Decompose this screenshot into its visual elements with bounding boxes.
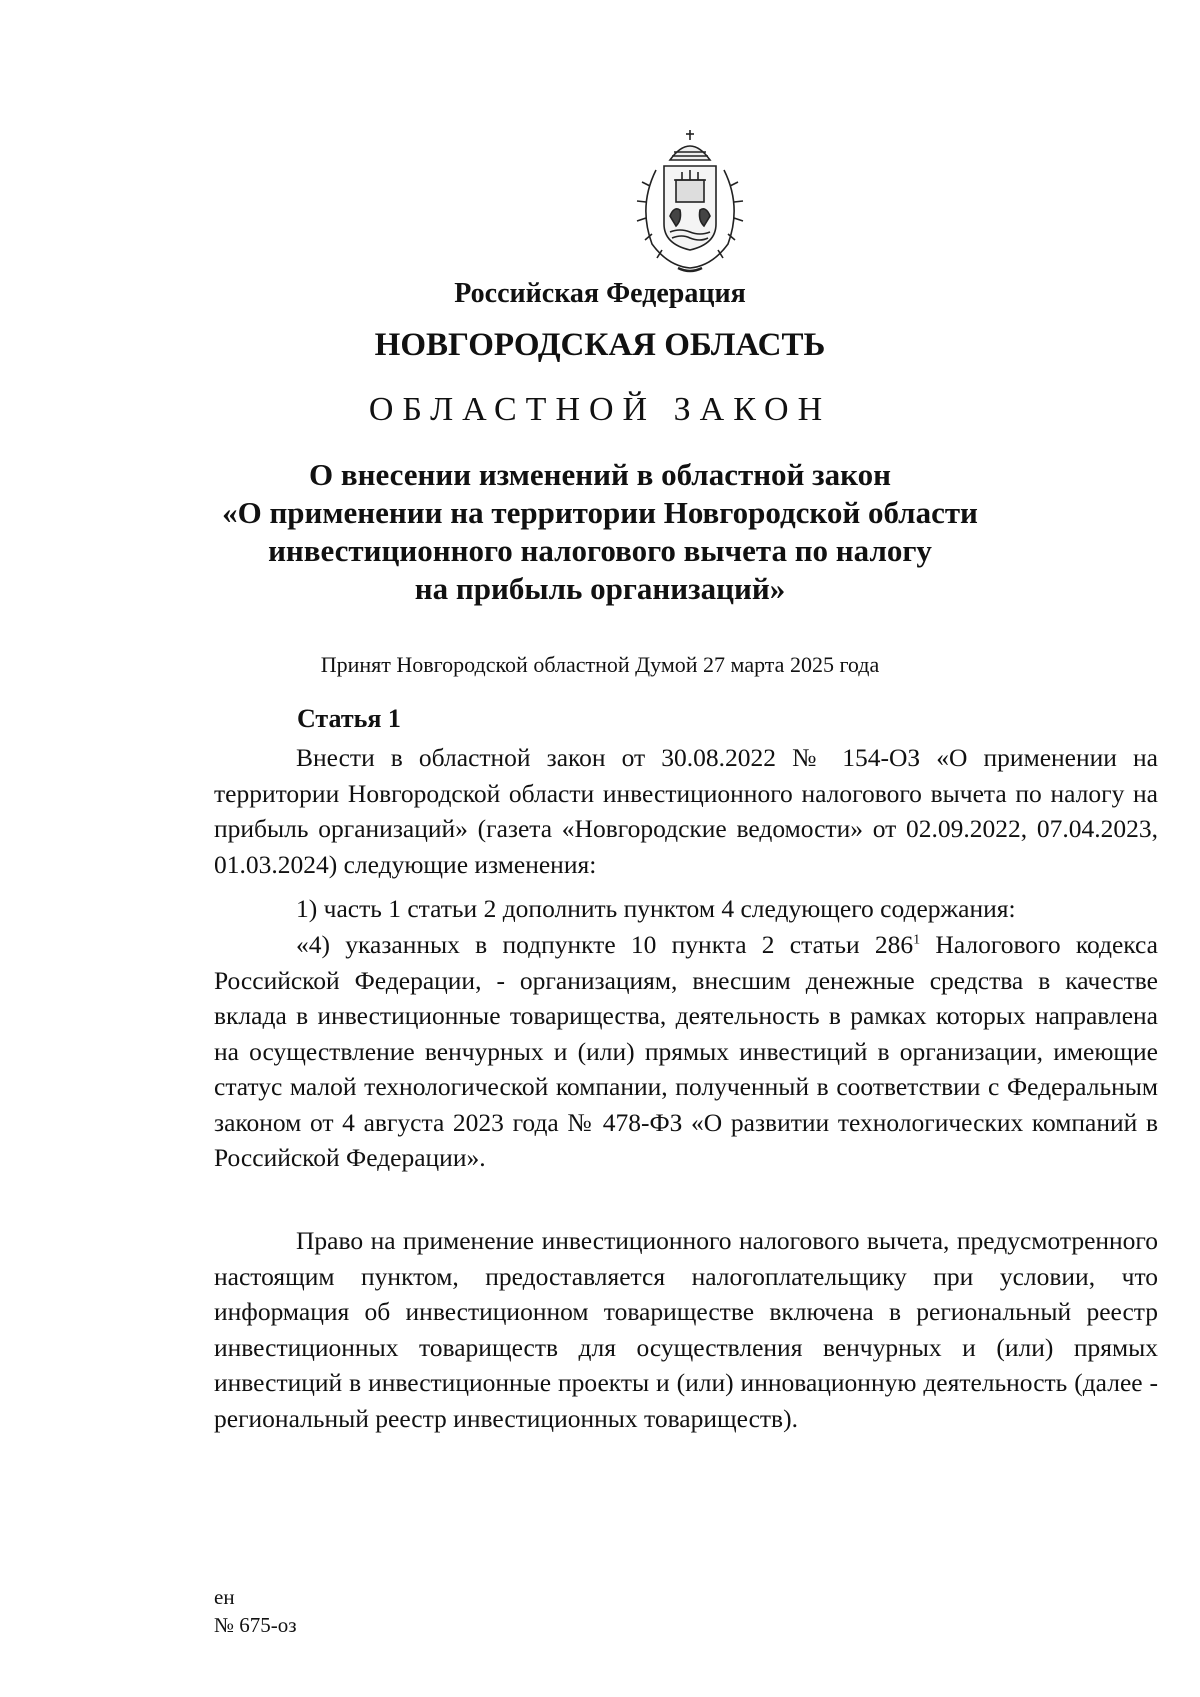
region-heading: НОВГОРОДСКАЯ ОБЛАСТЬ xyxy=(374,327,826,363)
paragraph-text: 1) часть 1 статьи 2 дополнить пунктом 4 следующего содержания: xyxy=(296,894,1016,923)
law-title-line: «О применении на территории Новгородской области xyxy=(222,495,978,530)
paragraph-text-part: «4) указанных в подпункте 10 пункта 2 статьи 286 xyxy=(296,930,914,959)
law-title-line: О внесении изменений в областной закон xyxy=(309,457,891,492)
article-heading: Статья 1 xyxy=(297,704,401,733)
novgorod-coat-of-arms-icon xyxy=(622,126,758,276)
superscript-number: 1 xyxy=(913,932,921,948)
article-paragraph-4 xyxy=(214,1223,1158,1436)
adoption-note: Принят Новгородской областной Думой 27 марта 2025 года xyxy=(320,652,880,677)
article-paragraph-1 xyxy=(214,740,1158,882)
paragraph-text: Право на применение инвестиционного налогового вычета, предусмотренного настоящим пунктом, предоставляется налогоплательщику при условии, что информация об инвестиционном товариществе включена в региональный реестр инвестиционных товариществ для осуществления венчурных и (или) прямых инвестиций в инвестиционные проекты и (или) инновационную деятельность (далее - региональный реестр инвестиционных товариществ). xyxy=(214,1226,1158,1433)
paragraph-text: Внести в областной закон от 30.08.2022 № 154-ОЗ «О применении на территории Новгородской области инвестиционного налогового вычета по налогу на прибыль организаций» (газета «Новгородские ведомости» от 02.09.2022, 07.04.2023, 01.03.2024) следующие изменения: xyxy=(214,743,1158,879)
article-paragraph-3 xyxy=(214,927,1158,1176)
country-heading: Российская Федерация xyxy=(454,278,746,309)
paragraph-text xyxy=(214,927,1158,1176)
law-title-line: на прибыль организаций» xyxy=(414,571,786,606)
paragraph-text-part: Налогового кодекса Российской Федерации, - организациям, внесшим денежные средства в качестве вклада в инвестиционные товарищества, деятельность в рамках которых направлена на осуществление венчурных и (или) прямых инвестиций в организации, имеющие статус малой технологической компании, полученный в соответствии с Федеральным законом от 4 августа 2023 года № 478-ФЗ «О развитии технологических компаний в Российской Федерации». xyxy=(214,930,1158,1172)
law-type-heading: ОБЛАСТНОЙ ЗАКОН xyxy=(368,391,832,428)
document-number: № 675-оз xyxy=(214,1613,297,1637)
document-footer xyxy=(214,1583,297,1639)
law-title-line: инвестиционного налогового вычета по налогу xyxy=(268,533,932,568)
executor-initials: ен xyxy=(214,1585,235,1609)
article-paragraph-2 xyxy=(214,891,1158,927)
law-title xyxy=(0,456,1200,608)
